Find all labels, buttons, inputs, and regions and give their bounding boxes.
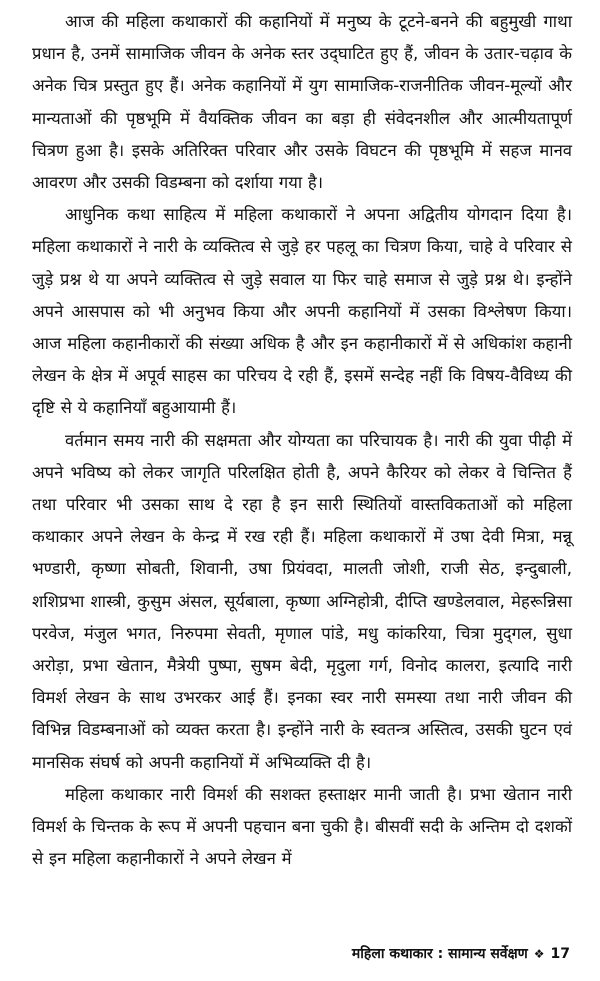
running-title: महिला कथाकार : सामान्य सर्वेक्षण	[351, 946, 528, 962]
ornament-icon: ❖	[533, 946, 545, 961]
page-body	[32, 6, 572, 875]
paragraph-4: महिला कथाकार नारी विमर्श की सशक्त हस्ताक्षर मानी जाती है। प्रभा खेतान नारी विमर्श के चिन्तक के रूप में अपनी पहचान बना चुकी है। बीसवीं सदी के अन्तिम दो दशकों से इन महिला कहानीकारों ने अपने लेखन में	[32, 784, 572, 869]
page-footer	[352, 944, 570, 963]
paragraph-2: आधुनिक कथा साहित्य में महिला कथाकारों ने अपना अद्वितीय योगदान दिया है। महिला कथाकारों ने नारी के व्यक्तित्व से जुड़े हर पहलू का चित्रण किया, चाहे वे परिवार से जुड़े प्रश्न थे या अपने व्यक्तित्व से जुड़े सवाल या फिर चाहे समाज से जुड़े प्रश्न थे। इन्होंने अपने आसपास को भी अनुभव किया और अपनी कहानियों में उसका विश्लेषण किया। आज महिला कहानीकारों की संख्या अधिक है और इन कहानीकारों में से अधिकांश कहानी लेखन के क्षेत्र में अपूर्व साहस का परिचय दे रही हैं, इसमें सन्देह नहीं कि विषय-वैविध्य की दृष्टि से ये कहानियाँ बहुआयामी हैं।	[32, 205, 572, 418]
paragraph-1: आज की महिला कथाकारों की कहानियों में मनुष्य के टूटने-बनने की बहुमुखी गाथा प्रधान है, उनमें सामाजिक जीवन के अनेक स्तर उद्‌घाटित हुए हैं, जीवन के उतार-चढ़ाव के अनेक चित्र प्रस्तुत हुए हैं। अनेक कहानियों में युग सामाजिक-राजनीतिक जीवन-मूल्यों और मान्यताओं की पृष्ठभूमि में वैयक्तिक जीवन का बड़ा ही संवेदनशील और आत्मीयतापूर्ण चित्रण हुआ है। इसके अतिरिक्त परिवार और उसके विघटन की पृष्ठभूमि में सहज मानव आवरण और उसकी विडम्बना को दर्शाया गया है।	[32, 12, 573, 193]
paragraph-3: वर्तमान समय नारी की सक्षमता और योग्यता का परिचायक है। नारी की युवा पीढ़ी में अपने भविष्य को लेकर जागृति परिलक्षित होती है, अपने कैरियर को लेकर वे चिन्तित हैं तथा परिवार भी उसका साथ दे रहा है इन सारी स्थितियों वास्तविकताओं को महिला कथाकार अपने लेखन के केन्द्र में रख रही हैं। महिला कथाकारों में उषा देवी मित्रा, मन्नू भण्डारी, कृष्णा सोबती, शिवानी, उषा प्रियंवदा, मालती जोशी, राजी सेठ, इन्दुबाली, शशिप्रभा शास्त्री, कुसुम अंसल, सूर्यबाला, कृष्णा अग्निहोत्री, दीप्ति खण्डेलवाल, मेहरून्निसा परवेज, मंजुल भगत, निरुपमा सेवती, मृणाल पांडे, मधु कांकरिया, चित्रा मुद्‌गल, सुधा अरोड़ा, प्रभा खेतान, मैत्रेयी पुष्पा, सुषम बेदी, मृदुला गर्ग, विनोद कालरा, इत्यादि नारी विमर्श लेखन के साथ उभरकर आई हैं। इनका स्वर नारी समस्या तथा नारी जीवन की विभिन्न विडम्बनाओं को व्यक्त करता है। इन्होंने नारी के स्वतन्त्र अस्तित्व, उसकी घुटन एवं मानसिक संघर्ष को अपनी कहानियों में अभिव्यक्ति दी है।	[32, 430, 572, 772]
page-number: 17	[550, 945, 570, 962]
